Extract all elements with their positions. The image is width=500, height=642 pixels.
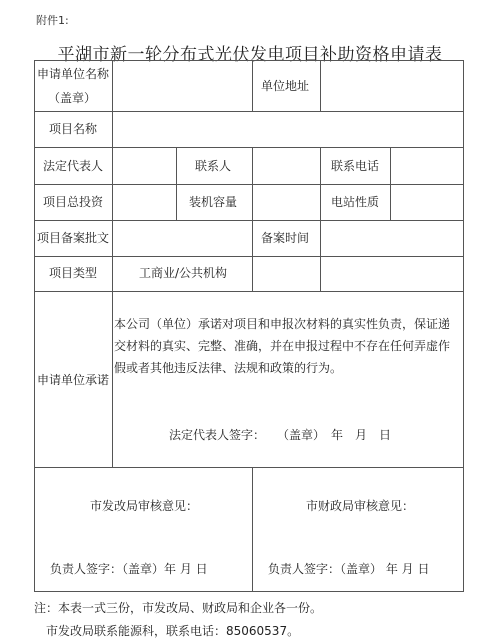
fgj-review-signature: 负责人签字：（盖章）年 月 日 — [50, 562, 208, 576]
row-divider — [34, 220, 464, 221]
row-divider — [34, 147, 464, 148]
col-divider — [176, 147, 177, 221]
attachment-label: 附件1: — [36, 14, 69, 27]
applicant-name-label: 申请单位名称 — [37, 67, 110, 81]
contact-phone-label: 联系电话 — [331, 159, 380, 173]
contact-label: 联系人 — [195, 159, 232, 173]
commitment-label: 申请单位承诺 — [37, 373, 110, 387]
col-divider — [320, 147, 321, 221]
address-label: 单位地址 — [261, 79, 310, 93]
col-divider — [112, 291, 113, 467]
filing-time-label: 备案时间 — [261, 231, 310, 245]
project-type-value: 工商业/公共机构 — [139, 266, 228, 280]
fgj-review-title: 市发改局审核意见： — [90, 499, 199, 513]
col-divider — [252, 467, 253, 592]
legal-rep-label: 法定代表人 — [43, 159, 104, 173]
legal-rep-signature: 法定代表人签字： （盖章） 年 月 日 — [169, 428, 392, 442]
col-divider — [112, 60, 113, 292]
czj-review-title: 市财政局审核意见： — [306, 499, 415, 513]
total-investment-label: 项目总投资 — [43, 195, 104, 209]
capacity-label: 装机容量 — [189, 195, 238, 209]
filing-doc-label: 项目备案批文 — [37, 231, 110, 245]
row-divider — [34, 256, 464, 257]
col-divider — [320, 60, 321, 112]
col-divider — [252, 147, 253, 221]
row-divider — [34, 291, 464, 292]
project-type-label: 项目类型 — [49, 266, 98, 280]
commitment-text-line: 本公司（单位）承诺对项目和申报次材料的真实性负责，保证递 — [114, 317, 451, 331]
col-divider — [252, 220, 253, 292]
commitment-text-line: 假或者其他违反法律、法规和政策的行为。 — [114, 361, 343, 375]
col-divider — [252, 60, 253, 112]
applicant-stamp-label: （盖章） — [48, 91, 97, 105]
col-divider — [390, 147, 391, 221]
project-name-label: 项目名称 — [49, 122, 98, 136]
col-divider — [320, 220, 321, 292]
row-divider — [34, 184, 464, 185]
commitment-text-line: 交材料的真实、完整、准确，并在申报过程中不存在任何弄虚作 — [114, 339, 451, 353]
czj-review-signature: 负责人签字：（盖章） 年 月 日 — [268, 562, 430, 576]
station-type-label: 电站性质 — [331, 195, 380, 209]
footnote: 注：本表一式三份，市发改局、财政局和企业各一份。 — [34, 601, 323, 615]
row-divider — [34, 467, 464, 468]
footnote: 市发改局联系能源科，联系电话：85060537。 — [46, 624, 300, 638]
form-title: 平湖市新一轮分布式光伏发电项目补助资格申请表 — [57, 45, 443, 65]
row-divider — [34, 111, 464, 112]
